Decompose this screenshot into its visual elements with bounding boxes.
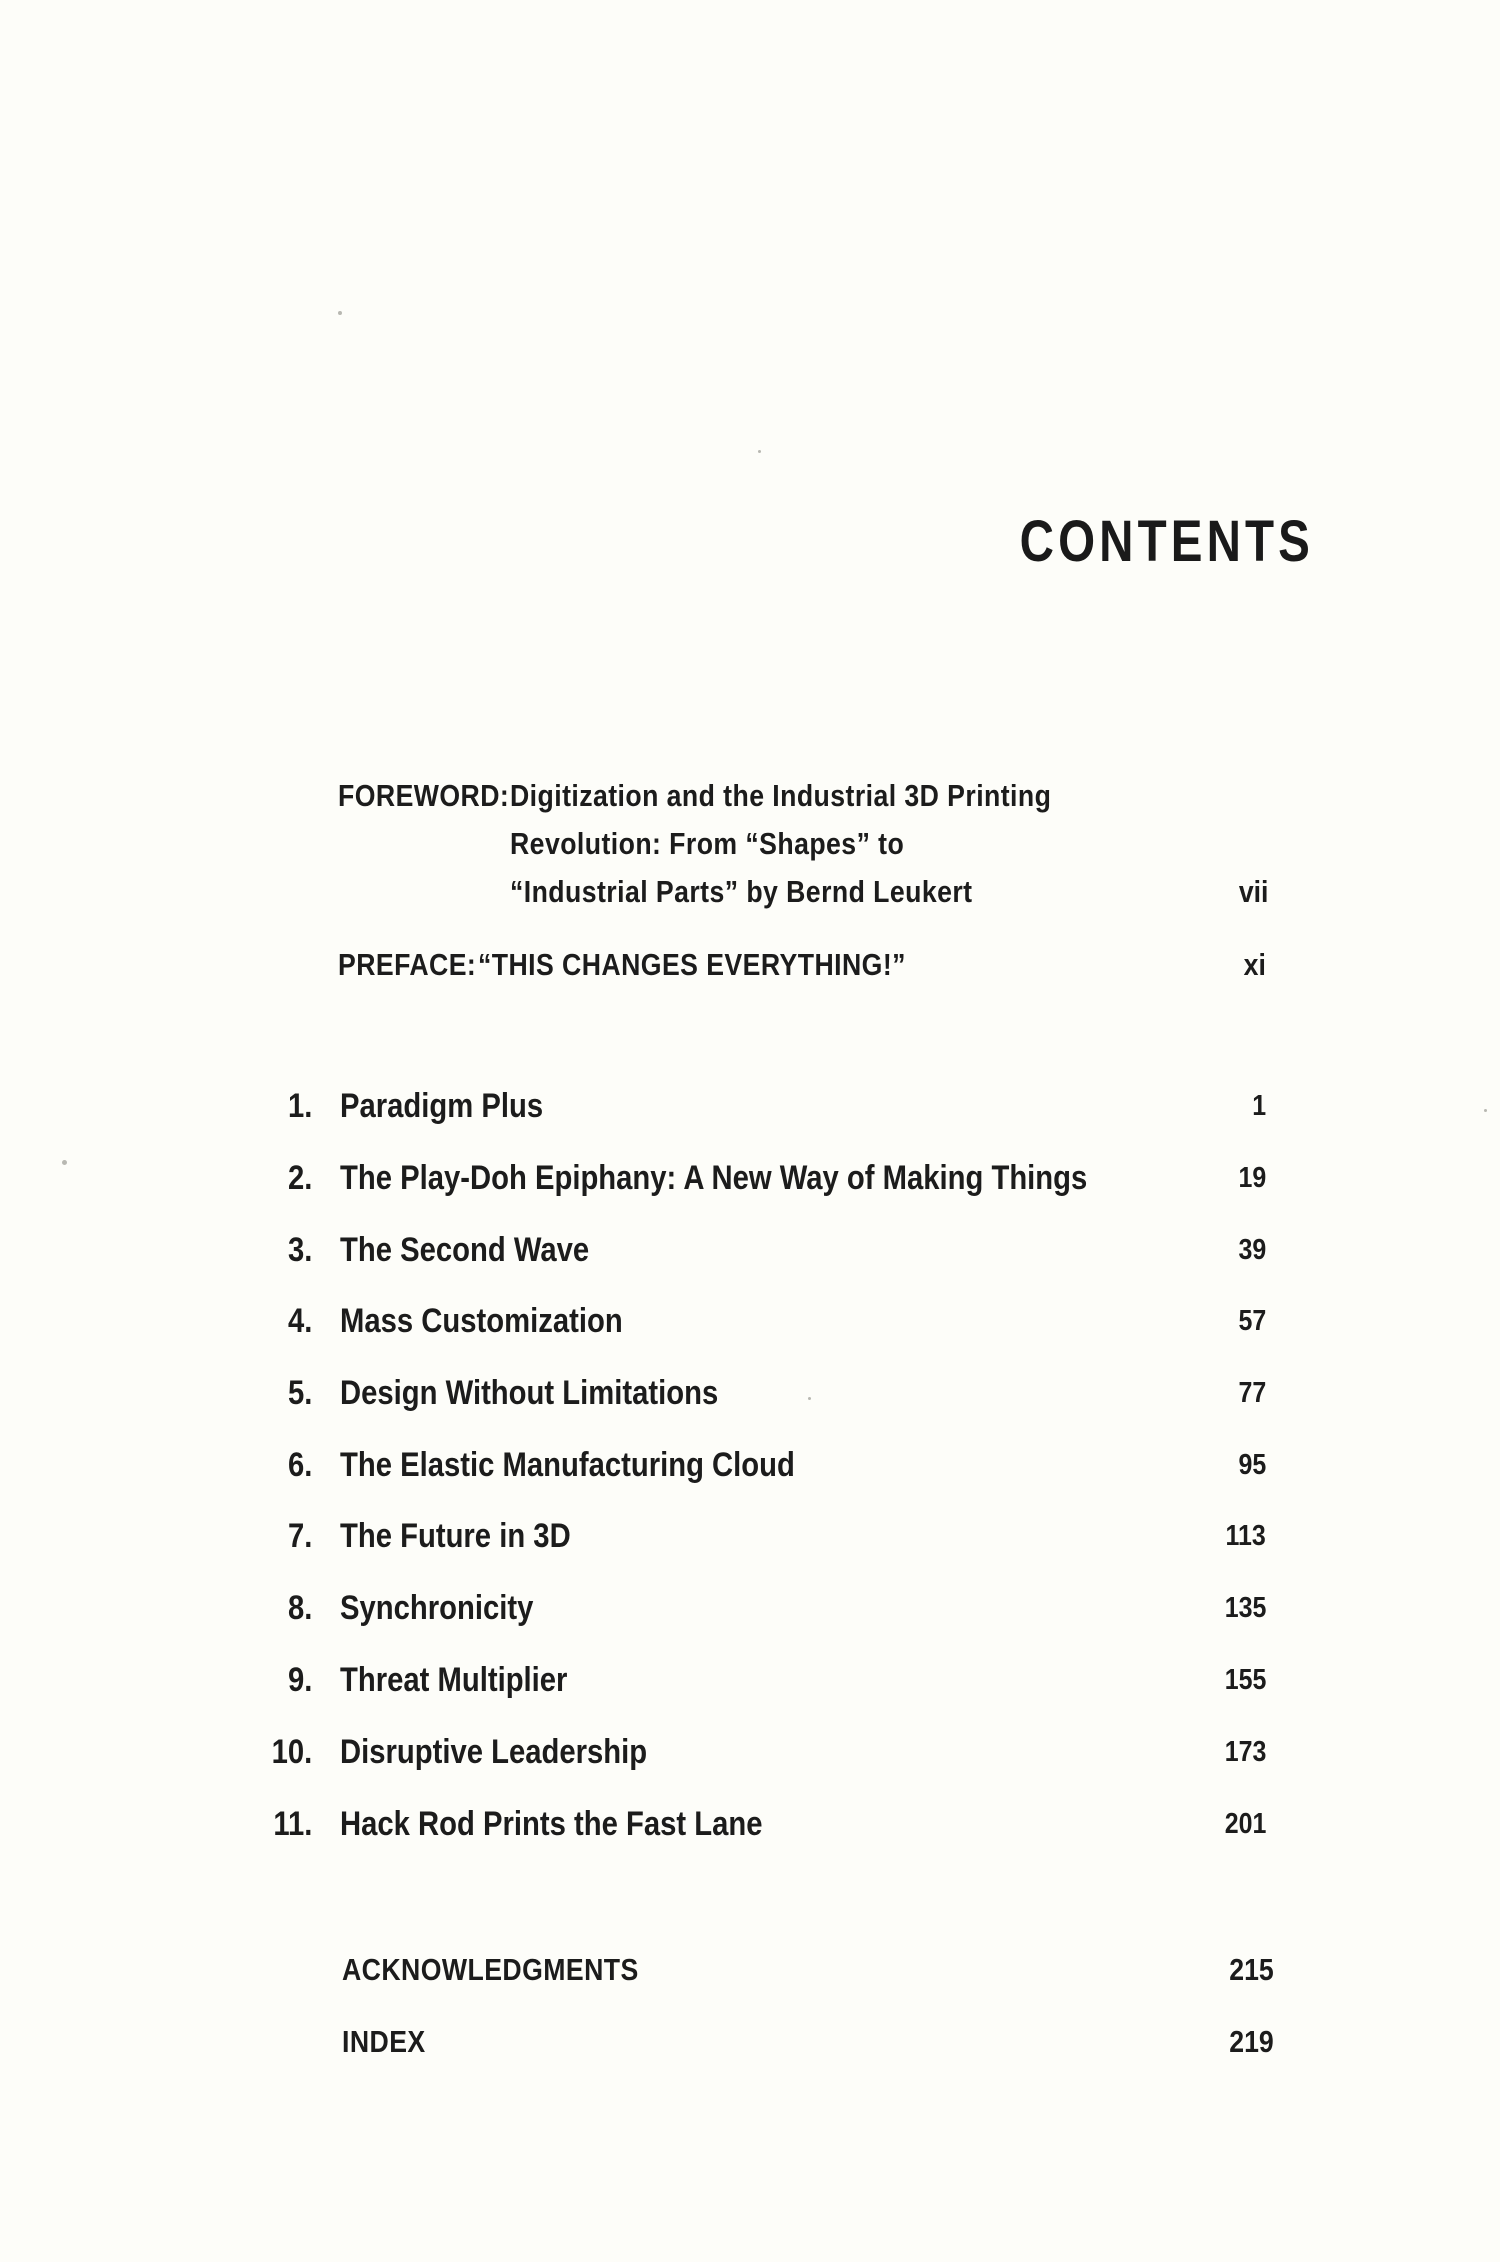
chapter-title: The Future in 3D <box>340 1517 571 1555</box>
chapter-number: 3. <box>287 1231 312 1269</box>
chapter-number: 10. <box>271 1733 312 1771</box>
dust-speck <box>808 1397 811 1400</box>
chapter-number: 2. <box>287 1159 312 1197</box>
page-title: CONTENTS <box>1019 509 1314 574</box>
chapter-title: The Second Wave <box>340 1231 590 1269</box>
chapter-number: 8. <box>287 1589 312 1627</box>
preface-title: “THIS CHANGES EVERYTHING!” <box>478 947 906 982</box>
chapter-number: 6. <box>287 1446 312 1484</box>
chapter-title: Threat Multiplier <box>340 1661 568 1699</box>
acknowledgments-label: ACKNOWLEDGMENTS <box>342 1952 639 1987</box>
chapter-page: 77 <box>1238 1377 1266 1409</box>
chapter-number: 5. <box>287 1374 312 1412</box>
dust-speck <box>62 1160 67 1165</box>
chapter-page: 135 <box>1224 1592 1266 1624</box>
chapter-title: Hack Rod Prints the Fast Lane <box>340 1805 763 1843</box>
chapter-number: 9. <box>287 1661 312 1699</box>
chapter-page: 173 <box>1224 1736 1266 1768</box>
dust-speck <box>1484 1109 1487 1112</box>
chapter-number: 1. <box>287 1087 312 1125</box>
chapter-page: 155 <box>1224 1664 1266 1696</box>
preface-page: xi <box>1243 947 1266 982</box>
foreword-label: FOREWORD: <box>338 778 510 813</box>
chapter-title: The Elastic Manufacturing Cloud <box>340 1446 795 1484</box>
chapter-number: 4. <box>287 1302 312 1340</box>
chapter-page: 1 <box>1252 1090 1266 1122</box>
acknowledgments-page: 215 <box>1229 1952 1274 1987</box>
chapter-title: Mass Customization <box>340 1302 623 1340</box>
chapter-page: 95 <box>1238 1449 1266 1481</box>
chapter-title: Synchronicity <box>340 1589 534 1627</box>
dust-speck <box>338 311 342 315</box>
chapter-page: 19 <box>1238 1162 1266 1194</box>
foreword-title-line-1: Digitization and the Industrial 3D Printing <box>510 778 1052 813</box>
chapter-title: Disruptive Leadership <box>340 1733 648 1771</box>
index-label: INDEX <box>342 2024 426 2059</box>
chapter-number: 7. <box>287 1517 312 1555</box>
index-page: 219 <box>1229 2024 1274 2059</box>
dust-speck <box>758 450 761 453</box>
chapter-page: 39 <box>1238 1234 1266 1266</box>
chapter-title: The Play-Doh Epiphany: A New Way of Making Things <box>340 1159 1088 1197</box>
chapter-page: 201 <box>1224 1808 1266 1840</box>
chapter-title: Design Without Limitations <box>340 1374 719 1412</box>
chapter-page: 57 <box>1238 1305 1266 1337</box>
foreword-title-line-2: Revolution: From “Shapes” to <box>510 826 905 861</box>
chapter-number: 11. <box>272 1805 312 1843</box>
foreword-page: vii <box>1238 874 1268 909</box>
chapter-title: Paradigm Plus <box>340 1087 544 1125</box>
foreword-title-line-3: “Industrial Parts” by Bernd Leukert <box>510 874 973 909</box>
preface-label: PREFACE: <box>338 947 477 982</box>
chapter-page: 113 <box>1225 1520 1266 1552</box>
